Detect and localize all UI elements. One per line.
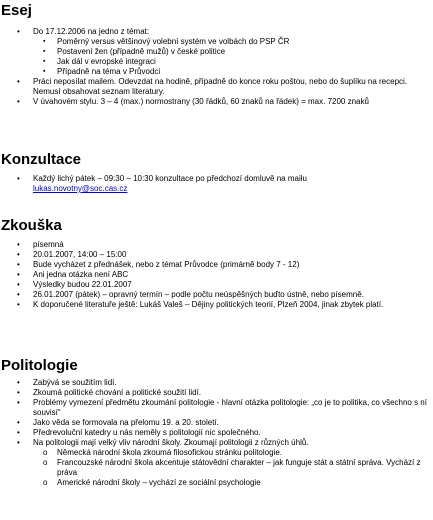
bullet-icon: • [17,428,20,437]
circle-bullet-icon: o [43,478,48,487]
sub-list-item: ▪ Případně na téma v Průvodci [43,67,161,76]
politologie-list [0,378,433,488]
list-item: • Práci neposílat mailem. Odevzdat na hodině, případně do konce roku poštou, nebo do šuplíku na recepci. Nemusí obsahovat seznam literatury. [17,77,408,96]
sub-list-item: o Americké národní školy – vychází ze sociální psychologie [43,478,261,487]
heading-konzultace: Konzultace [1,151,82,168]
list-item: • Ani jedna otázka není ABC [17,270,129,279]
square-bullet-icon: ▪ [43,38,46,45]
list-item: • 26.01.2007 (pátek) – opravný termín – podle počtu neúspěšných buďto ústně, nebo písemně. [17,290,364,299]
bullet-icon: • [17,418,20,427]
circle-bullet-icon: o [43,448,48,457]
list-item: • Problémy vymezení předmětu zkoumání politologie - hlavní otázka politologie: „co je to politika, co všechno s ní souvisí“ [17,398,427,417]
list-item: • písemná [17,240,64,249]
sub-list-item: o Francouzské národní škola akcentuje státovědní charakter – jak funguje stát a státní správa. Vychází z práva [43,458,421,477]
bullet-icon: • [17,260,20,269]
heading-politologie: Politologie [1,357,78,374]
bullet-icon: • [17,77,20,86]
sub-list-item: ▪ Postavení žen (případně mužů) v české politice [43,47,226,56]
esej-list [0,27,433,107]
konzultace-list [0,174,433,194]
list-item: • Jako věda se formovala na přelomu 19. a 20. století. [17,418,219,427]
bullet-icon: • [17,300,20,309]
bullet-icon: • [17,280,20,289]
bullet-icon: • [17,388,20,397]
circle-bullet-icon: o [43,458,48,467]
sub-list-item: o Německá národní škola zkoumá filosofickou stránku politologie. [43,448,283,457]
heading-esej: Esej [1,2,32,19]
bullet-icon: • [17,174,20,183]
bullet-icon: • [17,97,20,106]
bullet-icon: • [17,240,20,249]
list-item: • Do 17.12.2006 na jedno z témat: [17,27,150,36]
sub-list-item: ▪ Poměrný versus většinový volební systém ve volbách do PSP ČR [43,37,290,46]
zkouska-list [0,240,433,310]
list-item: • Předrevoluční katedry u nás neměly s politologií nic společného. [17,428,261,437]
bullet-icon: • [17,270,20,279]
bullet-icon: • [17,290,20,299]
bullet-icon: • [17,398,20,407]
sub-list-item: ▪ Jak dál v evropské integraci [43,57,156,66]
square-bullet-icon: ▪ [43,48,46,55]
list-item: • Zkoumá politické chování a politické soužití lidí. [17,388,202,397]
heading-zkouska: Zkouška [1,217,62,234]
bullet-icon: • [17,250,20,259]
list-item: • Bude vycházet z přednášek, nebo z témat Průvodce (primárně body 7 - 12) [17,260,300,269]
list-item: • Zabývá se soužitím lidí. [17,378,117,387]
list-item: • K doporučené literatuře ještě: Lukáš Valeš – Dějiny politických teorií, Plzeň 2004, jinak zbytek platí. [17,300,384,309]
bullet-icon: • [17,27,20,36]
square-bullet-icon: ▪ [43,68,46,75]
bullet-icon: • [17,378,20,387]
list-item: • 20.01.2007, 14:00 – 15:00 [17,250,127,259]
bullet-icon: • [17,438,20,447]
list-item: • Na politologii mají velký vliv národní školy. Zkoumají politologii z různých úhlů. [17,438,309,447]
email-link[interactable]: lukas.novotny@soc.cas.cz [33,184,128,193]
list-item: • Výsledky budou 22.01.2007 [17,280,132,289]
list-item: • V úvahovém stylu. 3 – 4 (max.) normostrany (30 řádků, 60 znaků na řádek) = max. 7200 znaků [17,97,369,106]
square-bullet-icon: ▪ [43,58,46,65]
list-item: • Každý lichý pátek – 09:30 – 10:30 konzultace po předchozí domluvě na mailu lukas.novotny@soc.cas.cz [17,174,307,193]
